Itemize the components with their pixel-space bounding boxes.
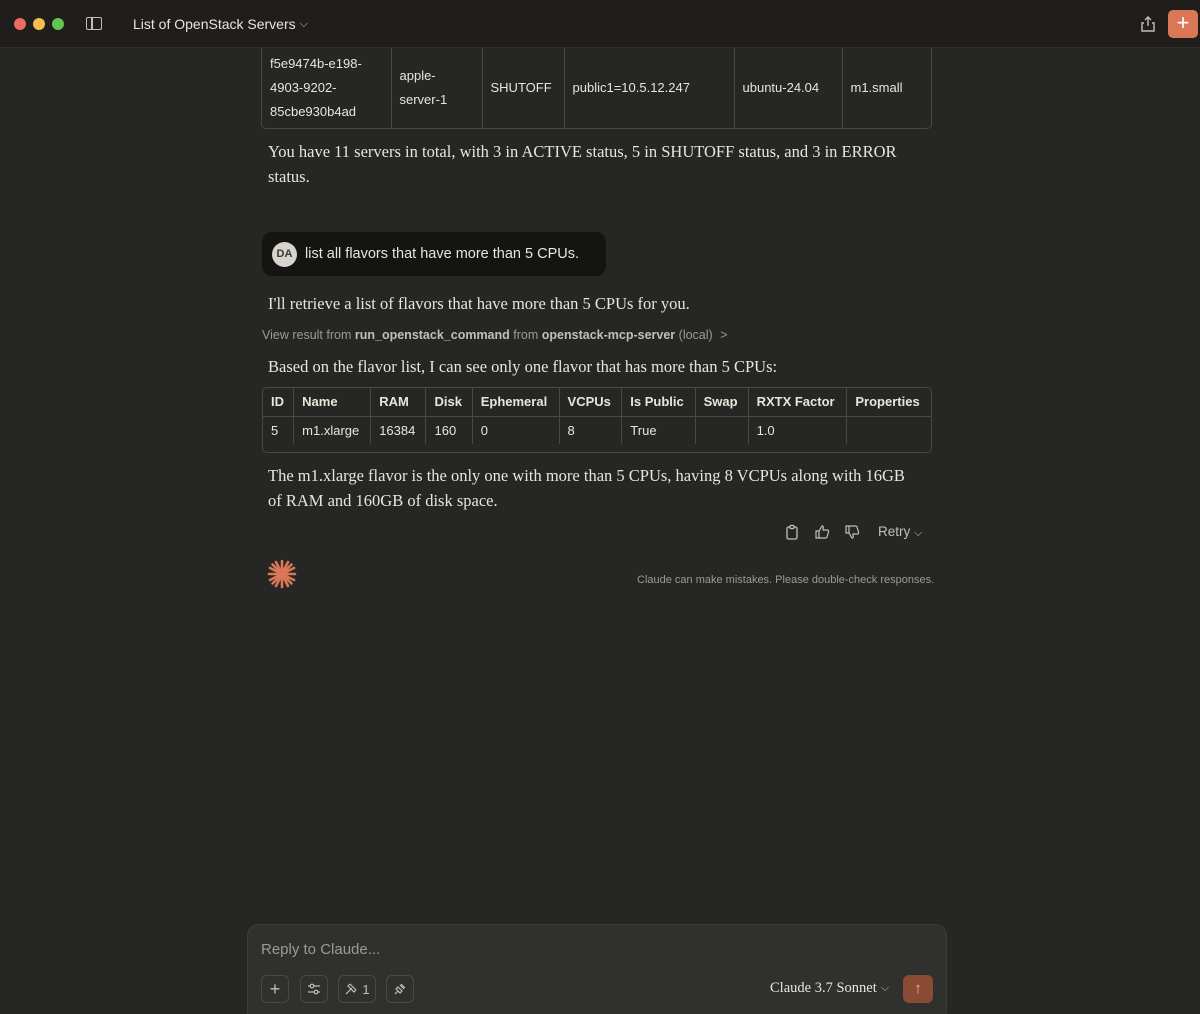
table-row	[262, 48, 931, 128]
claude-spark-icon	[266, 558, 298, 590]
message-actions	[784, 524, 922, 540]
table-cell: True	[622, 416, 695, 444]
column-header: RXTX Factor	[748, 388, 847, 416]
table-cell	[695, 416, 748, 444]
tool-server-name: openstack-mcp-server	[541, 328, 676, 342]
column-header: RAM	[371, 388, 426, 416]
column-header: VCPUs	[559, 388, 622, 416]
table-row	[263, 416, 931, 444]
servers-table	[261, 48, 932, 129]
hammer-icon	[344, 982, 358, 996]
flavors-table-grid	[263, 388, 931, 444]
servers-table-grid	[262, 48, 931, 128]
tool-result-link[interactable]	[262, 328, 728, 342]
integrations-button[interactable]	[386, 975, 414, 1003]
server-name-line: server-1	[399, 92, 448, 107]
chevron-right-icon: >	[720, 328, 728, 342]
flavors-table	[262, 387, 932, 453]
server-id-line: 85cbe930b4ad	[270, 104, 357, 119]
tool-command-name: run_openstack_command	[354, 328, 510, 342]
user-message	[262, 232, 606, 276]
tools-button[interactable]	[338, 975, 376, 1003]
table-cell: 1.0	[748, 416, 847, 444]
send-button[interactable]: ↑	[903, 975, 933, 1003]
composer	[247, 924, 947, 1014]
chat-title-dropdown[interactable]	[133, 16, 308, 32]
title-bar	[0, 0, 1200, 48]
table-header-row	[263, 388, 931, 416]
assistant-intro: I'll retrieve a list of flavors that have more than 5 CPUs for you.	[268, 294, 690, 313]
maximize-window-button[interactable]	[52, 18, 64, 30]
server-image-cell: ubuntu-24.04	[734, 48, 842, 128]
share-icon[interactable]	[1141, 16, 1155, 32]
server-networks-cell: public1=10.5.12.247	[564, 48, 734, 128]
table-cell: 160	[426, 416, 472, 444]
column-header: Name	[294, 388, 371, 416]
close-window-button[interactable]	[14, 18, 26, 30]
table-cell: 16384	[371, 416, 426, 444]
chevron-down-icon: ⌵	[880, 982, 890, 994]
user-message-text: list all flavors that have more than 5 CPUs.	[305, 246, 580, 262]
table-cell: 0	[472, 416, 559, 444]
chevron-down-icon: ⌵	[299, 17, 308, 30]
tool-result-prefix: View result from	[262, 328, 352, 342]
table-cell: 5	[263, 416, 294, 444]
summary-paragraph: You have 11 servers in total, with 3 in ACTIVE status, 5 in SHUTOFF status, and 3 in ERROR status.	[268, 142, 897, 186]
disclaimer-text: Claude can make mistakes. Please double-check responses.	[637, 574, 935, 586]
column-header: Is Public	[622, 388, 695, 416]
column-header: Properties	[847, 388, 931, 416]
copy-icon[interactable]	[784, 524, 800, 540]
server-name-cell	[391, 48, 482, 128]
chat-title: List of OpenStack Servers	[133, 16, 296, 32]
tool-from-word: from	[513, 328, 539, 342]
model-name: Claude 3.7 Sonnet	[770, 980, 877, 996]
minimize-window-button[interactable]	[33, 18, 45, 30]
avatar: DA	[272, 242, 297, 267]
thumbs-up-icon[interactable]	[814, 524, 830, 540]
server-status-cell: SHUTOFF	[482, 48, 564, 128]
server-id-line: f5e9474b-e198-	[270, 56, 362, 71]
settings-sliders-button[interactable]	[300, 975, 328, 1003]
column-header: Ephemeral	[472, 388, 559, 416]
retry-button[interactable]	[878, 524, 922, 540]
server-id-cell	[262, 48, 391, 128]
add-attachment-button[interactable]: +	[261, 975, 289, 1003]
server-flavor-cell: m1.small	[850, 80, 903, 95]
table-cell: m1.xlarge	[294, 416, 371, 444]
chevron-down-icon: ⌵	[914, 527, 923, 539]
server-id-line: 4903-9202-	[270, 80, 337, 95]
sidebar-toggle-icon[interactable]	[86, 17, 102, 30]
sliders-icon	[307, 983, 321, 995]
reply-input[interactable]	[261, 941, 761, 958]
column-header: Swap	[695, 388, 748, 416]
column-header: Disk	[426, 388, 472, 416]
table-cell	[847, 416, 931, 444]
tools-count: 1	[362, 981, 370, 997]
flavor-intro: Based on the flavor list, I can see only one flavor that has more than 5 CPUs:	[268, 357, 778, 376]
plug-icon	[393, 982, 407, 996]
conclusion-paragraph: The m1.xlarge flavor is the only one with more than 5 CPUs, having 8 VCPUs along with 16GB of RAM and 160GB of disk space.	[268, 466, 905, 510]
server-name-line: apple-	[399, 68, 436, 83]
model-selector[interactable]	[770, 980, 889, 997]
tool-server-location: (local)	[678, 328, 713, 342]
new-chat-button[interactable]: +	[1168, 10, 1198, 38]
retry-label: Retry	[878, 524, 911, 539]
table-cell: 8	[559, 416, 622, 444]
thumbs-down-icon[interactable]	[844, 524, 860, 540]
column-header: ID	[263, 388, 294, 416]
